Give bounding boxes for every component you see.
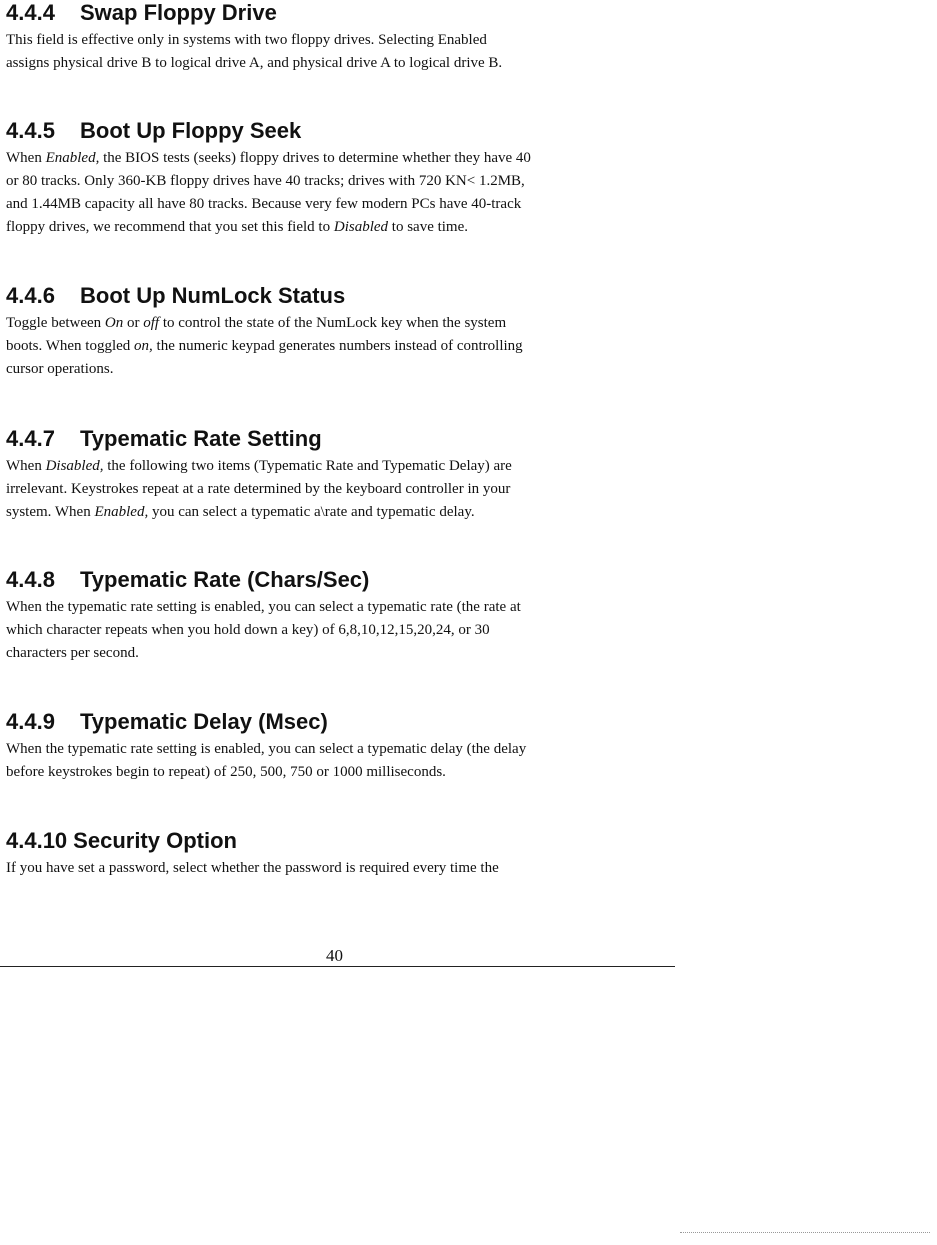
body-line: This field is effective only in systems with two floppy drives. Selecting Enabled xyxy=(6,32,487,48)
section-4-4-8 xyxy=(6,567,686,665)
section-number: 4.4.5 xyxy=(6,118,55,143)
body-line: If you have set a password, select whether the password is required every time the xyxy=(6,860,499,876)
italic-term: off xyxy=(143,315,160,331)
body-line: When the typematic rate setting is enabled, you can select a typematic delay (the delay xyxy=(6,741,527,757)
italic-term: Disabled xyxy=(333,219,389,235)
body-line: cursor operations. xyxy=(6,361,114,377)
italic-term: on, xyxy=(134,338,153,354)
section-title: Boot Up NumLock Status xyxy=(80,283,346,308)
text-run: When xyxy=(6,458,46,474)
section-heading xyxy=(6,426,686,452)
text-run: the following two items (Typematic Rate and Typematic Delay) are xyxy=(103,458,512,474)
body-line: which character repeats when you hold down a key) of 6,8,10,12,15,20,24, or 30 xyxy=(6,622,490,638)
section-title: Typematic Delay (Msec) xyxy=(80,709,328,734)
section-heading xyxy=(6,0,686,26)
section-heading xyxy=(6,709,686,735)
text-run: the numeric keypad generates numbers instead of controlling xyxy=(152,338,523,354)
text-run: Toggle between xyxy=(6,315,105,331)
section-4-4-4 xyxy=(6,0,686,75)
section-title: Security Option xyxy=(73,828,237,853)
footer-rule xyxy=(0,966,675,967)
section-body xyxy=(6,455,686,524)
section-body xyxy=(6,147,686,239)
text-run: the BIOS tests (seeks) floppy drives to determine whether they have 40 xyxy=(99,150,531,166)
section-4-4-9 xyxy=(6,709,686,784)
section-number: 4.4.4 xyxy=(6,0,55,25)
text-run: to save time. xyxy=(388,219,469,235)
section-4-4-6 xyxy=(6,283,686,381)
section-4-4-10 xyxy=(6,828,686,880)
italic-term: On xyxy=(104,315,124,331)
section-heading xyxy=(6,283,686,309)
page-number: 40 xyxy=(326,946,343,965)
text-run: boots. When toggled xyxy=(6,338,135,354)
text-run: system. When xyxy=(6,504,95,520)
section-body xyxy=(6,857,686,880)
text-run: floppy drives, we recommend that you set this field to xyxy=(6,219,334,235)
section-title: Swap Floppy Drive xyxy=(80,0,277,25)
section-body xyxy=(6,312,686,381)
section-heading xyxy=(6,118,686,144)
section-number: 4.4.8 xyxy=(6,567,55,592)
section-heading xyxy=(6,828,686,854)
body-line: irrelevant. Keystrokes repeat at a rate determined by the keyboard controller in your xyxy=(6,481,511,497)
italic-term: Enabled, xyxy=(94,504,149,520)
body-line: assigns physical drive B to logical drive A, and physical drive A to logical drive B. xyxy=(6,55,503,71)
section-number: 4.4.9 xyxy=(6,709,55,734)
text-run: When xyxy=(6,150,46,166)
italic-term: Enabled, xyxy=(45,150,100,166)
section-title: Typematic Rate Setting xyxy=(80,426,322,451)
section-heading xyxy=(6,567,686,593)
section-4-4-7 xyxy=(6,426,686,524)
body-line: before keystrokes begin to repeat) of 250, 500, 750 or 1000 milliseconds. xyxy=(6,764,446,780)
section-title: Boot Up Floppy Seek xyxy=(80,118,302,143)
section-number: 4.4.7 xyxy=(6,426,55,451)
body-line: and 1.44MB capacity all have 80 tracks. Because very few modern PCs have 40-track xyxy=(6,196,522,212)
section-body xyxy=(6,596,686,665)
italic-term: Disabled, xyxy=(45,458,104,474)
body-line xyxy=(6,147,686,170)
section-number: 4.4.6 xyxy=(6,283,55,308)
body-line: When the typematic rate setting is enabled, you can select a typematic rate (the rate at xyxy=(6,599,521,615)
body-line xyxy=(6,312,686,335)
section-4-4-5 xyxy=(6,118,686,239)
body-line: or 80 tracks. Only 360-KB floppy drives have 40 tracks; drives with 720 KN< 1.2MB, xyxy=(6,173,525,189)
section-title: Typematic Rate (Chars/Sec) xyxy=(80,567,370,592)
text-run: you can select a typematic a\rate and typematic delay. xyxy=(148,504,475,520)
section-body xyxy=(6,738,686,784)
body-line xyxy=(6,335,686,358)
body-line: characters per second. xyxy=(6,645,139,661)
section-number: 4.4.10 xyxy=(6,828,68,853)
text-run: to control the state of the NumLock key when the system xyxy=(159,315,507,331)
section-body xyxy=(6,29,686,75)
body-line xyxy=(6,455,686,478)
body-line xyxy=(6,216,686,239)
scan-artifact xyxy=(680,1232,930,1235)
body-line xyxy=(6,501,686,524)
text-run: or xyxy=(123,315,144,331)
